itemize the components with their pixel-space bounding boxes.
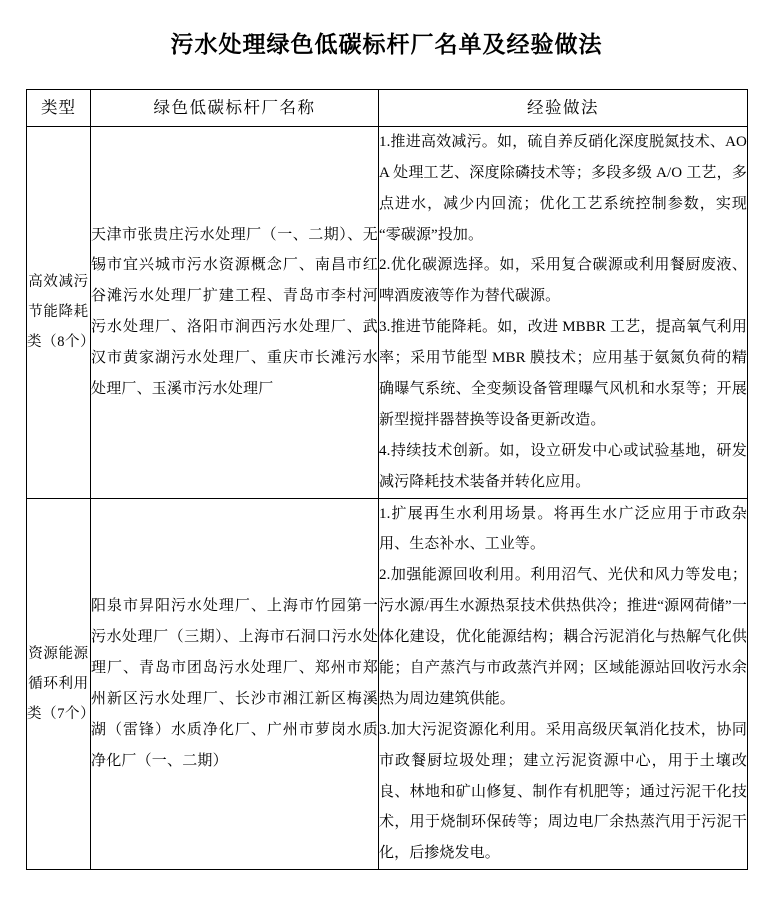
experience-item: 1.扩展再生水利用场景。将再生水广泛应用于市政杂用、生态补水、工业等。: [379, 505, 747, 553]
table-body: [27, 126, 748, 869]
benchmark-plants-table: [26, 89, 748, 870]
plant-name-list: 天津市张贵庄污水处理厂（一、二期）、无锡市宜兴城市污水资源概念厂、南昌市红谷滩污水处理厂扩建工程、青岛市李村河污水处理厂、洛阳市涧西污水处理厂、武汉市黄家湖污水处理厂、重庆市长滩污水处理厂、玉溪市污水处理厂: [91, 226, 378, 398]
experience-item: 2.加强能源回收利用。利用沼气、光伏和风力等发电；污水源/再生水源热泵技术供热供冷；推进“源网荷储”一体化建设，优化能源结构；耦合污泥消化与热解气化供能；自产蒸汽与市政蒸汽并网；区域能源站回收污水余热为周边建筑供能。: [379, 567, 747, 707]
table-header: [27, 89, 748, 126]
experience-item: 3.加大污泥资源化利用。采用高级厌氧消化技术，协同市政餐厨垃圾处理；建立污泥资源中心，用于土壤改良、林地和矿山修复、制作有机肥等；通过污泥干化技术，用于烧制环保砖等；周边电厂余热蒸汽用于污泥干化，后掺烧发电。: [379, 721, 747, 862]
table-row: [27, 498, 748, 870]
cell-category: [27, 126, 96, 498]
experience-item: 3.推进节能降耗。如，改进 MBBR 工艺，提高氧气利用率；采用节能型 MBR 膜技术；应用基于氨氮负荷的精确曝气系统、全变频设备管理曝气风机和水泵等；开展新型搅拌器替换等设备更新改造。: [379, 319, 747, 428]
table-row: [27, 126, 748, 498]
column-header-plant-name: 绿色低碳标杆厂名称: [91, 89, 379, 126]
category-label: 资源能源循环利用类（7个）: [27, 645, 96, 722]
table-container: [26, 60, 747, 870]
experience-item: 1.推进高效减污。如，硫自养反硝化深度脱氮技术、AOA 处理工艺、深度除磷技术等；多段多级 A/O 工艺，多点进水，减少内回流；优化工艺系统控制参数，实现“零碳源”投加。: [379, 133, 747, 243]
cell-experience: [379, 126, 748, 498]
experience-item: 4.持续技术创新。如，设立研发中心或试验基地，研发减污降耗技术装备并转化应用。: [379, 442, 747, 490]
header-row: [27, 89, 748, 126]
column-header-type: 类型: [27, 89, 91, 126]
category-label: 高效减污节能降耗类（8个）: [27, 274, 96, 351]
cell-plant-names: [91, 498, 379, 870]
plant-name-list: 阳泉市昇阳污水处理厂、上海市竹园第一污水处理厂（三期）、上海市石洞口污水处理厂、青岛市团岛污水处理厂、郑州市郑州新区污水处理厂、长沙市湘江新区梅溪湖（雷锋）水质净化厂、广州市萝岗水质净化厂（一、二期）: [91, 598, 378, 769]
cell-category: [27, 498, 96, 870]
cell-experience: [379, 498, 748, 870]
column-header-experience: 经验做法: [379, 89, 748, 126]
page-title: 污水处理绿色低碳标杆厂名单及经验做法: [170, 32, 603, 57]
experience-item: 2.优化碳源选择。如，采用复合碳源或利用餐厨废液、啤酒废液等作为替代碳源。: [379, 257, 747, 305]
cell-plant-names: [91, 126, 379, 498]
